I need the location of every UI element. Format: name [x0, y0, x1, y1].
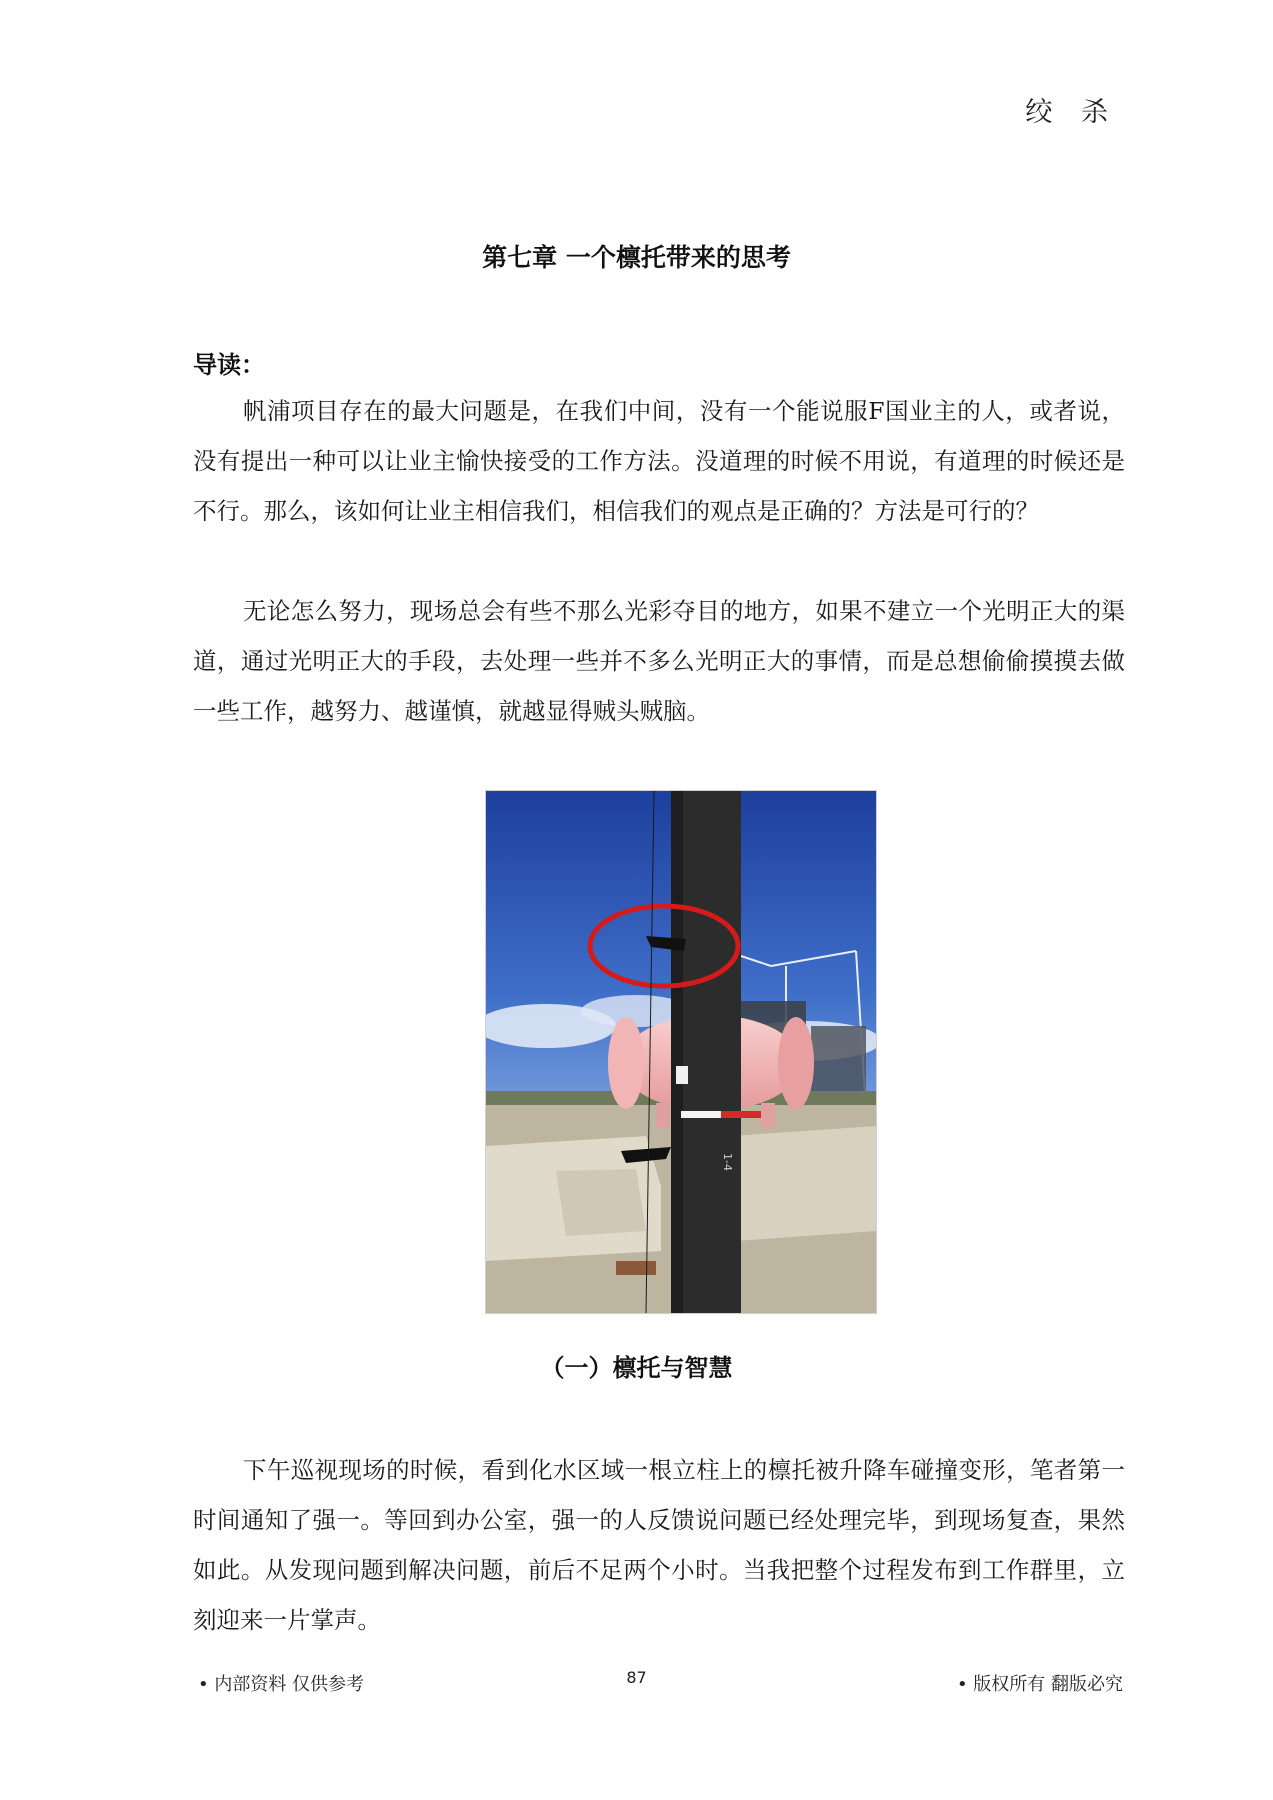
intro-label: 导读： — [193, 351, 265, 379]
footer-internal-notice: • 内部资料 仅供参考 — [198, 1674, 365, 1695]
intro-paragraph-2: 无论怎么努力，现场总会有些不那么光彩夺目的地方，如果不建立一个光明正大的渠道，通过光明正大的手段，去处理一些并不多么光明正大的事情，而是总想偷偷摸摸去做一些工作，越努力、越谨慎，就越显得贼头贼脑。 — [193, 597, 1125, 725]
section-title: （一）檩托与智慧 — [540, 1354, 733, 1382]
steel-column-shade — [671, 791, 683, 1313]
intro-paragraph-1: 帆浦项目存在的最大问题是，在我们中间，没有一个能说服F国业主的人，或者说，没有提出一种可以让业主愉快接受的工作方法。没道理的时候不用说，有道理的时候还是不行。那么，该如何让业主相信我们，相信我们的观点是正确的？方法是可行的？ — [193, 397, 1125, 525]
concrete-foundation — [556, 1169, 646, 1236]
tank-end — [608, 1017, 644, 1109]
footer-copyright-notice: • 版权所有 翻版必究 — [956, 1674, 1123, 1695]
site-photo — [485, 790, 877, 1314]
chapter-title: 第七章 一个檩托带来的思考 — [482, 243, 791, 272]
running-header-title: 绞 杀 — [1025, 97, 1118, 128]
tank-end — [778, 1017, 814, 1109]
column-marking: 1-4 — [721, 1153, 734, 1171]
section-paragraph-1: 下午巡视现场的时候，看到化水区域一根立柱上的檩托被升降车碰撞变形，笔者第一时间通知了强一。等回到办公室，强一的人反馈说问题已经处理完毕，到现场复查，果然如此。从发现问题到解决问题，前后不足两个小时。当我把整个过程发布到工作群里，立刻迎来一片掌声。 — [193, 1456, 1125, 1634]
tank-support — [761, 1103, 775, 1127]
rebar-pile — [616, 1261, 656, 1275]
column-label-paper — [676, 1066, 688, 1084]
site-photo-illustration — [486, 791, 876, 1313]
page-number: 87 — [626, 1668, 647, 1687]
tank-support — [656, 1103, 670, 1127]
red-white-barrier — [721, 1111, 761, 1118]
concrete-foundation — [731, 1126, 876, 1241]
